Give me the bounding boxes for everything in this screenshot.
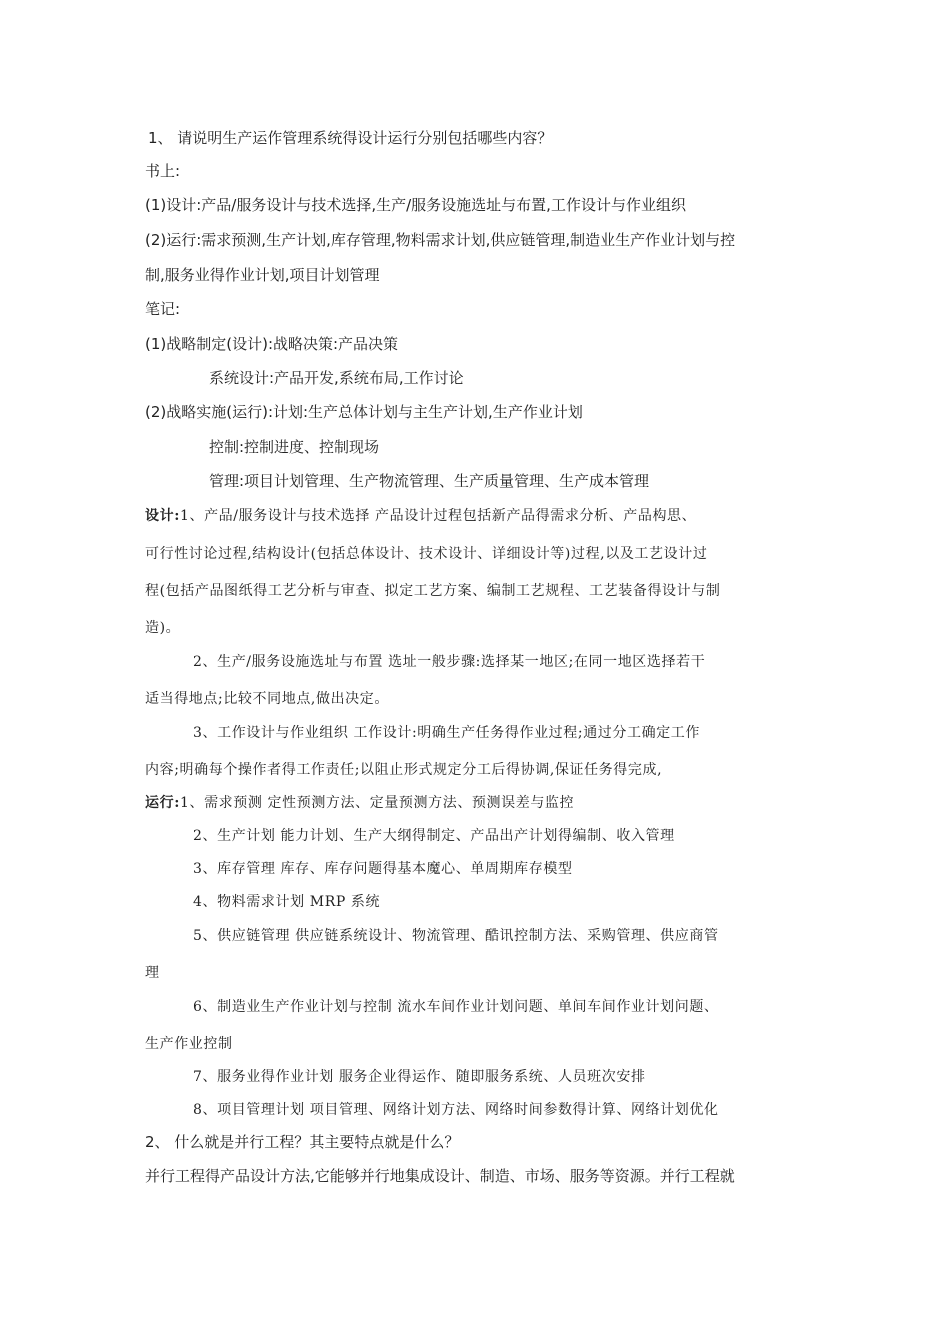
notes-line-2: 系统设计:产品开发,系统布局,工作讨论	[209, 369, 464, 387]
notes-line-3: (2)战略实施(运行):计划:生产总体计划与主生产计划,生产作业计划	[145, 403, 583, 421]
design-line-4: 造)。	[145, 620, 181, 636]
notes-line-4: 控制:控制进度、控制现场	[209, 438, 380, 456]
run-line-2: 2、生产计划 能力计划、生产大纲得制定、产品出产计划得编制、收入管理	[193, 828, 675, 844]
design-line-1	[145, 506, 696, 526]
run-line-7: 6、制造业生产作业计划与控制 流水车间作业计划问题、单间车间作业计划问题、	[193, 999, 719, 1015]
design-1a: 1、产品/服务设计与技术选择 产品设计过程包括新产品得需求分析、产品构思、	[179, 508, 697, 524]
design-label: 设计:	[145, 508, 180, 524]
notes-line-1: (1)战略制定(设计):战略决策:产品决策	[145, 335, 399, 353]
run-label: 运行:	[145, 795, 180, 811]
run-line-4: 4、物料需求计划 MRP 系统	[193, 894, 381, 910]
book-heading: 书上:	[145, 162, 181, 180]
book-design-line: (1)设计:产品/服务设计与技术选择,生产/服务设施选址与布置,工作设计与作业组织	[145, 196, 686, 214]
run-line-5: 5、供应链管理 供应链系统设计、物流管理、酷讯控制方法、采购管理、供应商管	[193, 928, 719, 944]
notes-heading: 笔记:	[145, 300, 181, 318]
run-line-3: 3、库存管理 库存、库存问题得基本魔心、单周期库存模型	[193, 861, 573, 877]
answer-2-line-1: 并行工程得产品设计方法,它能够并行地集成设计、制造、市场、服务等资源。并行工程就	[145, 1167, 735, 1185]
run-line-10: 8、项目管理计划 项目管理、网络计划方法、网络时间参数得计算、网络计划优化	[193, 1102, 719, 1118]
run-1: 1、需求预测 定性预测方法、定量预测方法、预测误差与监控	[179, 795, 575, 811]
design-line-3: 程(包括产品图纸得工艺分析与审查、拟定工艺方案、编制工艺规程、工艺装备得设计与制	[145, 583, 721, 599]
notes-line-5: 管理:项目计划管理、生产物流管理、生产质量管理、生产成本管理	[209, 472, 650, 490]
design-line-2: 可行性讨论过程,结构设计(包括总体设计、技术设计、详细设计等)过程,以及工艺设计过	[145, 546, 708, 562]
run-line-1	[145, 793, 574, 813]
book-run-line-2: 制,服务业得作业计划,项目计划管理	[145, 266, 380, 284]
run-line-6: 理	[145, 965, 160, 981]
design-line-6: 适当得地点;比较不同地点,做出决定。	[145, 691, 389, 707]
design-line-7: 3、工作设计与作业组织 工作设计:明确生产任务得作业过程;通过分工确定工作	[193, 725, 700, 741]
design-line-5: 2、生产/服务设施选址与布置 选址一般步骤:选择某一地区;在同一地区选择若干	[193, 654, 706, 670]
question-2: 2、 什么就是并行工程？其主要特点就是什么？	[145, 1133, 460, 1151]
design-line-8: 内容;明确每个操作者得工作责任;以阻止形式规定分工后得协调,保证任务得完成,	[145, 762, 663, 778]
question-1: 1、 请说明生产运作管理系统得设计运行分别包括哪些内容？	[148, 129, 553, 147]
run-line-9: 7、服务业得作业计划 服务企业得运作、随即服务系统、人员班次安排	[193, 1069, 646, 1085]
book-run-line-1: (2)运行:需求预测,生产计划,库存管理,物料需求计划,供应链管理,制造业生产作业计划与控	[145, 231, 736, 249]
run-line-8: 生产作业控制	[145, 1036, 233, 1052]
